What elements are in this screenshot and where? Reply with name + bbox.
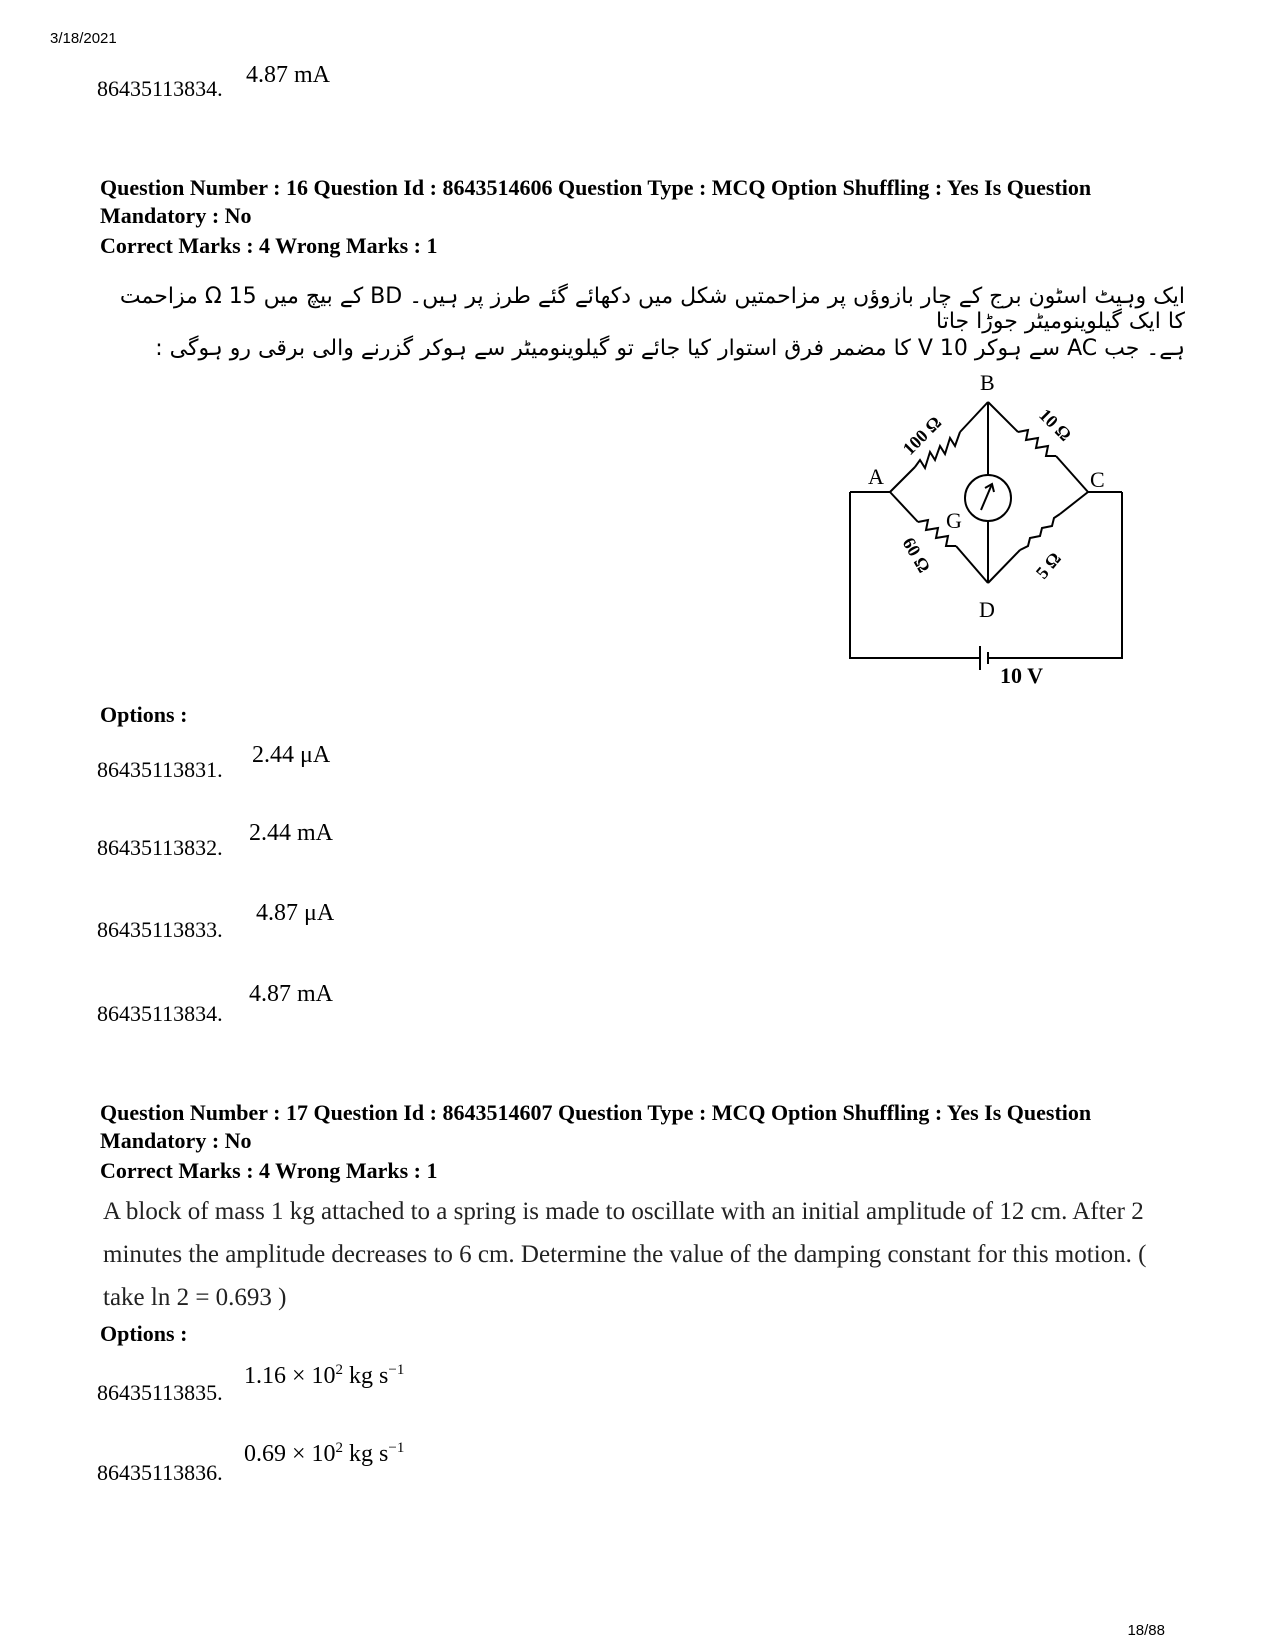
question-marks: Correct Marks : 4 Wrong Marks : 1 [100, 1158, 438, 1183]
option-id: 86435113831. [97, 757, 223, 782]
question-header: Question Number : 17 Question Id : 8643514607 Question Type : MCQ Option Shuffling : Yes Is Question Mandatory : No [100, 1100, 1092, 1153]
galvanometer-label: G [946, 508, 962, 533]
option-value: 4.87 mA [249, 981, 333, 1007]
option-value: $1.16 \times 10^2$ kg $s^{-1}$ [244, 1362, 405, 1389]
option-value: 2.44 μA [252, 742, 331, 768]
option-value: 4.87 μA [256, 900, 335, 926]
resistor-label-dc: 5 Ω [1031, 548, 1066, 583]
question-text-urdu-line-1: ایک وہیٹ اسٹون برج کے چار بازوؤں پر مزاحمتیں شکل میں دکھائے گئے طرز پر ہیں۔ BD کے بیچ میں 15 Ω مزاحمت کا ایک گیلوینومیٹر جوڑا جاتا [119, 284, 1185, 334]
option-id: 86435113834. [97, 76, 223, 101]
question-marks: Correct Marks : 4 Wrong Marks : 1 [100, 233, 438, 258]
page-number: 18/88 [1127, 1622, 1165, 1639]
option-id: 86435113832. [97, 835, 223, 860]
option-id: 86435113833. [97, 917, 223, 942]
question-text: A block of mass 1 kg attached to a spring is made to oscillate with an initial amplitude of 12 cm. After 2 minutes the amplitude decreases to 6 cm. Determine the value of the damping constant for this motion. ( take ln 2 = 0.693 ) [103, 1198, 1147, 1311]
node-label-b: B [980, 370, 995, 395]
option-value: $0.69 \times 10^2$ kg $s^{-1}$ [244, 1440, 405, 1467]
print-date: 3/18/2021 [50, 30, 117, 47]
resistor-label-ab: 100 Ω [898, 412, 946, 459]
question-header: Question Number : 16 Question Id : 8643514606 Question Type : MCQ Option Shuffling : Yes Is Question Mandatory : No [100, 175, 1092, 228]
option-id: 86435113835. [97, 1380, 223, 1405]
node-label-d: D [979, 597, 995, 622]
options-label: Options : [100, 1321, 188, 1346]
option-value: 2.44 mA [249, 820, 333, 846]
node-label-c: C [1090, 467, 1105, 492]
option-value: 4.87 mA [246, 62, 330, 88]
resistor-label-ad: 60 Ω [898, 534, 935, 576]
option-id: 86435113836. [97, 1460, 223, 1485]
option-id: 86435113834. [97, 1001, 223, 1026]
battery-label: 10 V [1000, 663, 1043, 688]
node-label-a: A [868, 464, 884, 489]
options-label: Options : [100, 702, 188, 727]
wheatstone-bridge-diagram [868, 370, 1180, 710]
resistor-label-bc: 10 Ω [1035, 404, 1076, 445]
question-text-urdu-line-2: ہے۔ جب AC سے ہوکر 10 V کا مضمر فرق استوار کیا جائے تو گیلوینومیٹر سے ہوکر گزرنے والی برقی رو ہوگی : [155, 336, 1185, 361]
